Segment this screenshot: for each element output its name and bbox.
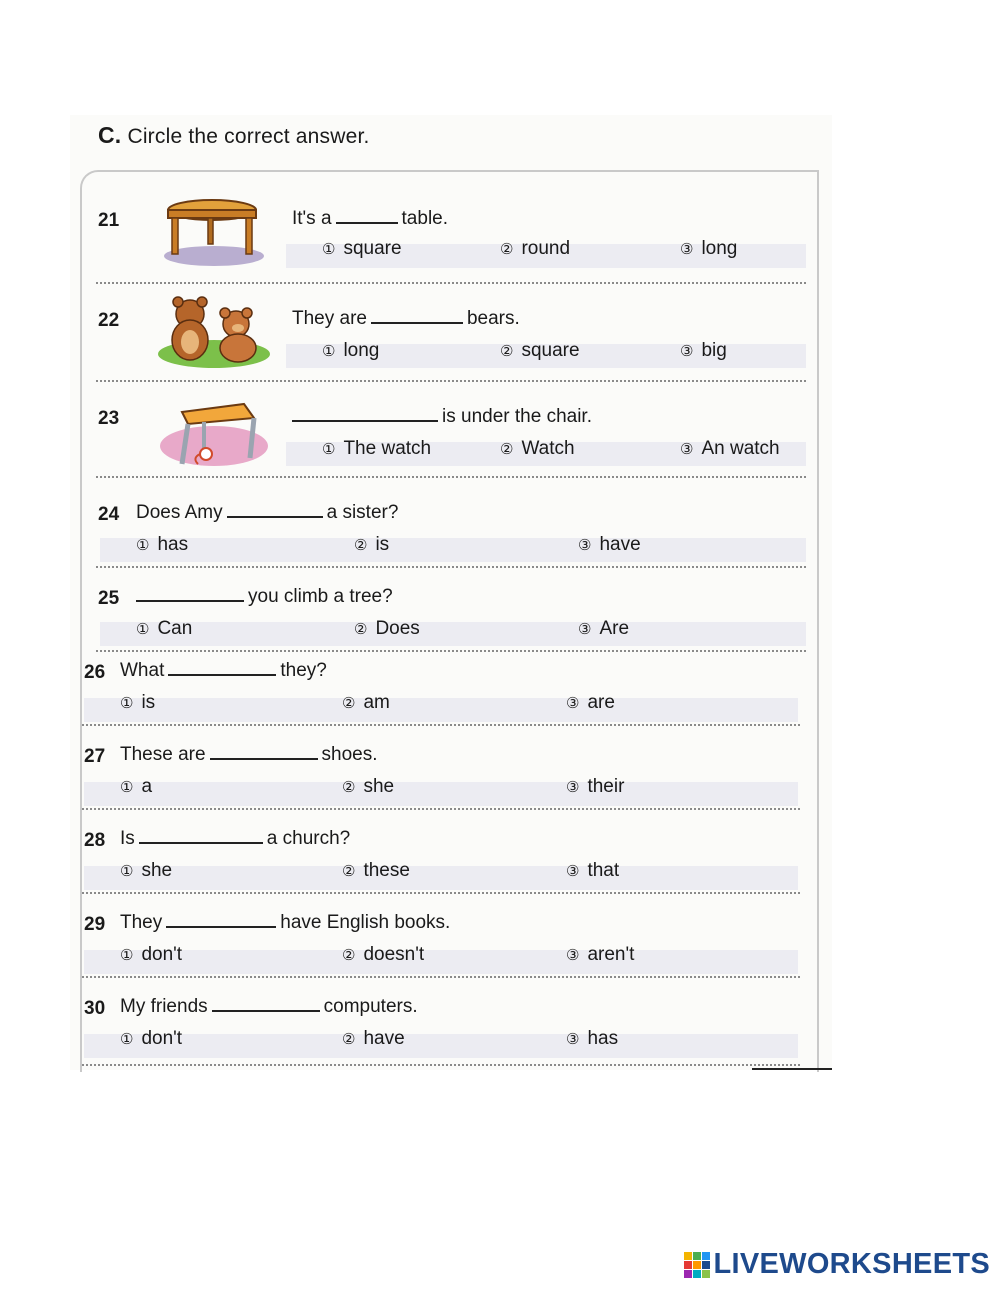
answer-option[interactable] [500,438,575,460]
question-text-after: have English books. [280,912,451,933]
option-marker: ③ [566,779,580,796]
option-label: am [363,692,390,713]
answer-option[interactable] [120,776,152,798]
answer-band [84,866,798,890]
liveworksheets-logo-icon [684,1252,710,1278]
question-text-before: They are [292,308,367,329]
dotted-divider [96,476,806,478]
option-marker: ③ [680,343,694,360]
dotted-divider [82,1064,800,1066]
option-label: Are [599,618,630,639]
option-label: a [141,776,153,797]
answer-blank[interactable] [212,996,320,1012]
answer-option[interactable] [680,340,727,362]
option-label: round [521,238,571,259]
answer-option[interactable] [136,618,192,640]
answer-option[interactable] [120,944,182,966]
question-text-after: table. [401,208,449,229]
question-number: 22 [98,310,120,331]
question-text-before: Is [120,828,135,849]
option-label: their [587,776,625,797]
question-text [120,660,327,682]
option-label: are [587,692,615,713]
answer-option[interactable] [566,776,624,798]
answer-option[interactable] [120,692,155,714]
option-marker: ① [120,1031,134,1048]
option-label: she [141,860,173,881]
answer-blank[interactable] [166,912,276,928]
question-text-after: is under the chair. [442,406,592,427]
option-label: is [375,534,390,555]
option-marker: ③ [566,695,580,712]
answer-option[interactable] [566,860,619,882]
answer-option[interactable] [566,692,615,714]
bears-picture [156,292,272,372]
question-text-after: a sister? [326,502,399,523]
question-text [136,502,398,524]
answer-band [100,622,806,646]
question-number: 24 [98,504,120,525]
option-marker: ③ [578,621,592,638]
answer-blank[interactable] [227,502,323,518]
option-label: long [343,340,380,361]
option-marker: ① [136,537,150,554]
question-number: 28 [84,830,106,851]
option-label: Can [157,618,193,639]
answer-option[interactable] [342,776,394,798]
question-text [292,406,592,428]
answer-band [84,782,798,806]
option-marker: ③ [578,537,592,554]
answer-option[interactable] [322,340,379,362]
answer-band [84,950,798,974]
answer-option[interactable] [354,618,420,640]
option-label: big [701,340,727,361]
option-label: is [141,692,156,713]
answer-option[interactable] [322,438,431,460]
option-marker: ① [120,947,134,964]
section-letter: C. [98,122,122,148]
option-marker: ③ [566,947,580,964]
option-marker: ① [120,863,134,880]
brand-name: LIVEWORKSHEETS [713,1248,990,1280]
round-table-picture [158,196,270,270]
question-text-after: bears. [466,308,520,329]
answer-blank[interactable] [336,208,398,224]
question-text-before: It's a [292,208,332,229]
answer-blank[interactable] [168,660,276,676]
answer-blank[interactable] [136,586,244,602]
option-label: that [587,860,620,881]
option-label: these [363,860,410,881]
option-label: don't [141,1028,183,1049]
question-text-after: computers. [323,996,418,1017]
question-text [120,912,450,934]
option-marker: ① [136,621,150,638]
option-label: don't [141,944,183,965]
chair-watch-picture [158,398,270,472]
option-label: she [363,776,395,797]
answer-option[interactable] [566,944,634,966]
question-number: 30 [84,998,106,1019]
answer-option[interactable] [500,238,570,260]
option-marker: ③ [680,441,694,458]
option-label: square [521,340,580,361]
answer-option[interactable] [342,860,410,882]
question-text-after: they? [280,660,327,681]
option-marker: ② [354,621,368,638]
answer-option[interactable] [578,534,641,556]
answer-blank[interactable] [139,828,263,844]
option-marker: ② [342,779,356,796]
question-number: 23 [98,408,120,429]
answer-option[interactable] [354,534,389,556]
option-label: has [157,534,189,555]
option-marker: ② [342,863,356,880]
answer-option[interactable] [120,860,172,882]
option-marker: ② [500,441,514,458]
question-number: 25 [98,588,120,609]
question-number: 26 [84,662,106,683]
answer-option[interactable] [578,618,629,640]
option-marker: ③ [566,863,580,880]
option-label: have [599,534,641,555]
question-text-before: They [120,912,163,933]
question-number: 21 [98,210,120,231]
answer-option[interactable] [342,944,424,966]
question-text [120,996,418,1018]
answer-option[interactable] [680,438,780,460]
option-marker: ① [322,343,336,360]
dotted-divider [96,566,806,568]
option-marker: ① [120,779,134,796]
dotted-divider [96,650,806,652]
question-text-before: What [120,660,165,681]
answer-band [84,698,798,722]
answer-option[interactable] [566,1028,618,1050]
option-marker: ② [342,695,356,712]
option-marker: ② [500,343,514,360]
section-instruction: Circle the correct answer. [127,125,370,148]
answer-option[interactable] [120,1028,182,1050]
answer-blank[interactable] [210,744,318,760]
answer-option[interactable] [342,692,390,714]
dotted-divider [96,282,806,284]
dotted-divider [82,724,800,726]
answer-option[interactable] [136,534,188,556]
answer-band [100,538,806,562]
option-label: have [363,1028,405,1049]
question-text [292,308,520,330]
option-label: has [587,1028,619,1049]
answer-blank[interactable] [292,406,438,422]
question-number: 27 [84,746,106,767]
option-label: square [343,238,402,259]
answer-band [84,1034,798,1058]
option-marker: ② [342,947,356,964]
section-heading [98,122,370,149]
question-text-after: you climb a tree? [248,586,393,607]
option-label: doesn't [363,944,425,965]
question-text [136,586,393,608]
option-marker: ③ [680,241,694,258]
answer-blank[interactable] [371,308,463,324]
option-marker: ① [322,441,336,458]
option-label: aren't [587,944,635,965]
option-marker: ② [354,537,368,554]
option-marker: ② [342,1031,356,1048]
question-text [292,208,448,230]
option-label: The watch [343,438,432,459]
option-label: An watch [701,438,780,459]
option-marker: ① [322,241,336,258]
question-text-after: a church? [266,828,351,849]
option-marker: ② [500,241,514,258]
option-label: Does [375,618,420,639]
liveworksheets-logo [684,1248,991,1281]
option-label: long [701,238,738,259]
answer-option[interactable] [342,1028,405,1050]
dotted-divider [82,976,800,978]
question-text [120,828,350,850]
question-text-before: These are [120,744,206,765]
question-text-before: My friends [120,996,208,1017]
dotted-divider [82,808,800,810]
question-text [120,744,378,766]
question-text-after: shoes. [321,744,378,765]
option-marker: ③ [566,1031,580,1048]
question-number: 29 [84,914,106,935]
dotted-divider [96,380,806,382]
score-line [752,1068,832,1070]
answer-option[interactable] [680,238,737,260]
answer-option[interactable] [322,238,402,260]
dotted-divider [82,892,800,894]
option-label: Watch [521,438,575,459]
question-text-before: Does Amy [136,502,223,523]
answer-option[interactable] [500,340,580,362]
option-marker: ① [120,695,134,712]
